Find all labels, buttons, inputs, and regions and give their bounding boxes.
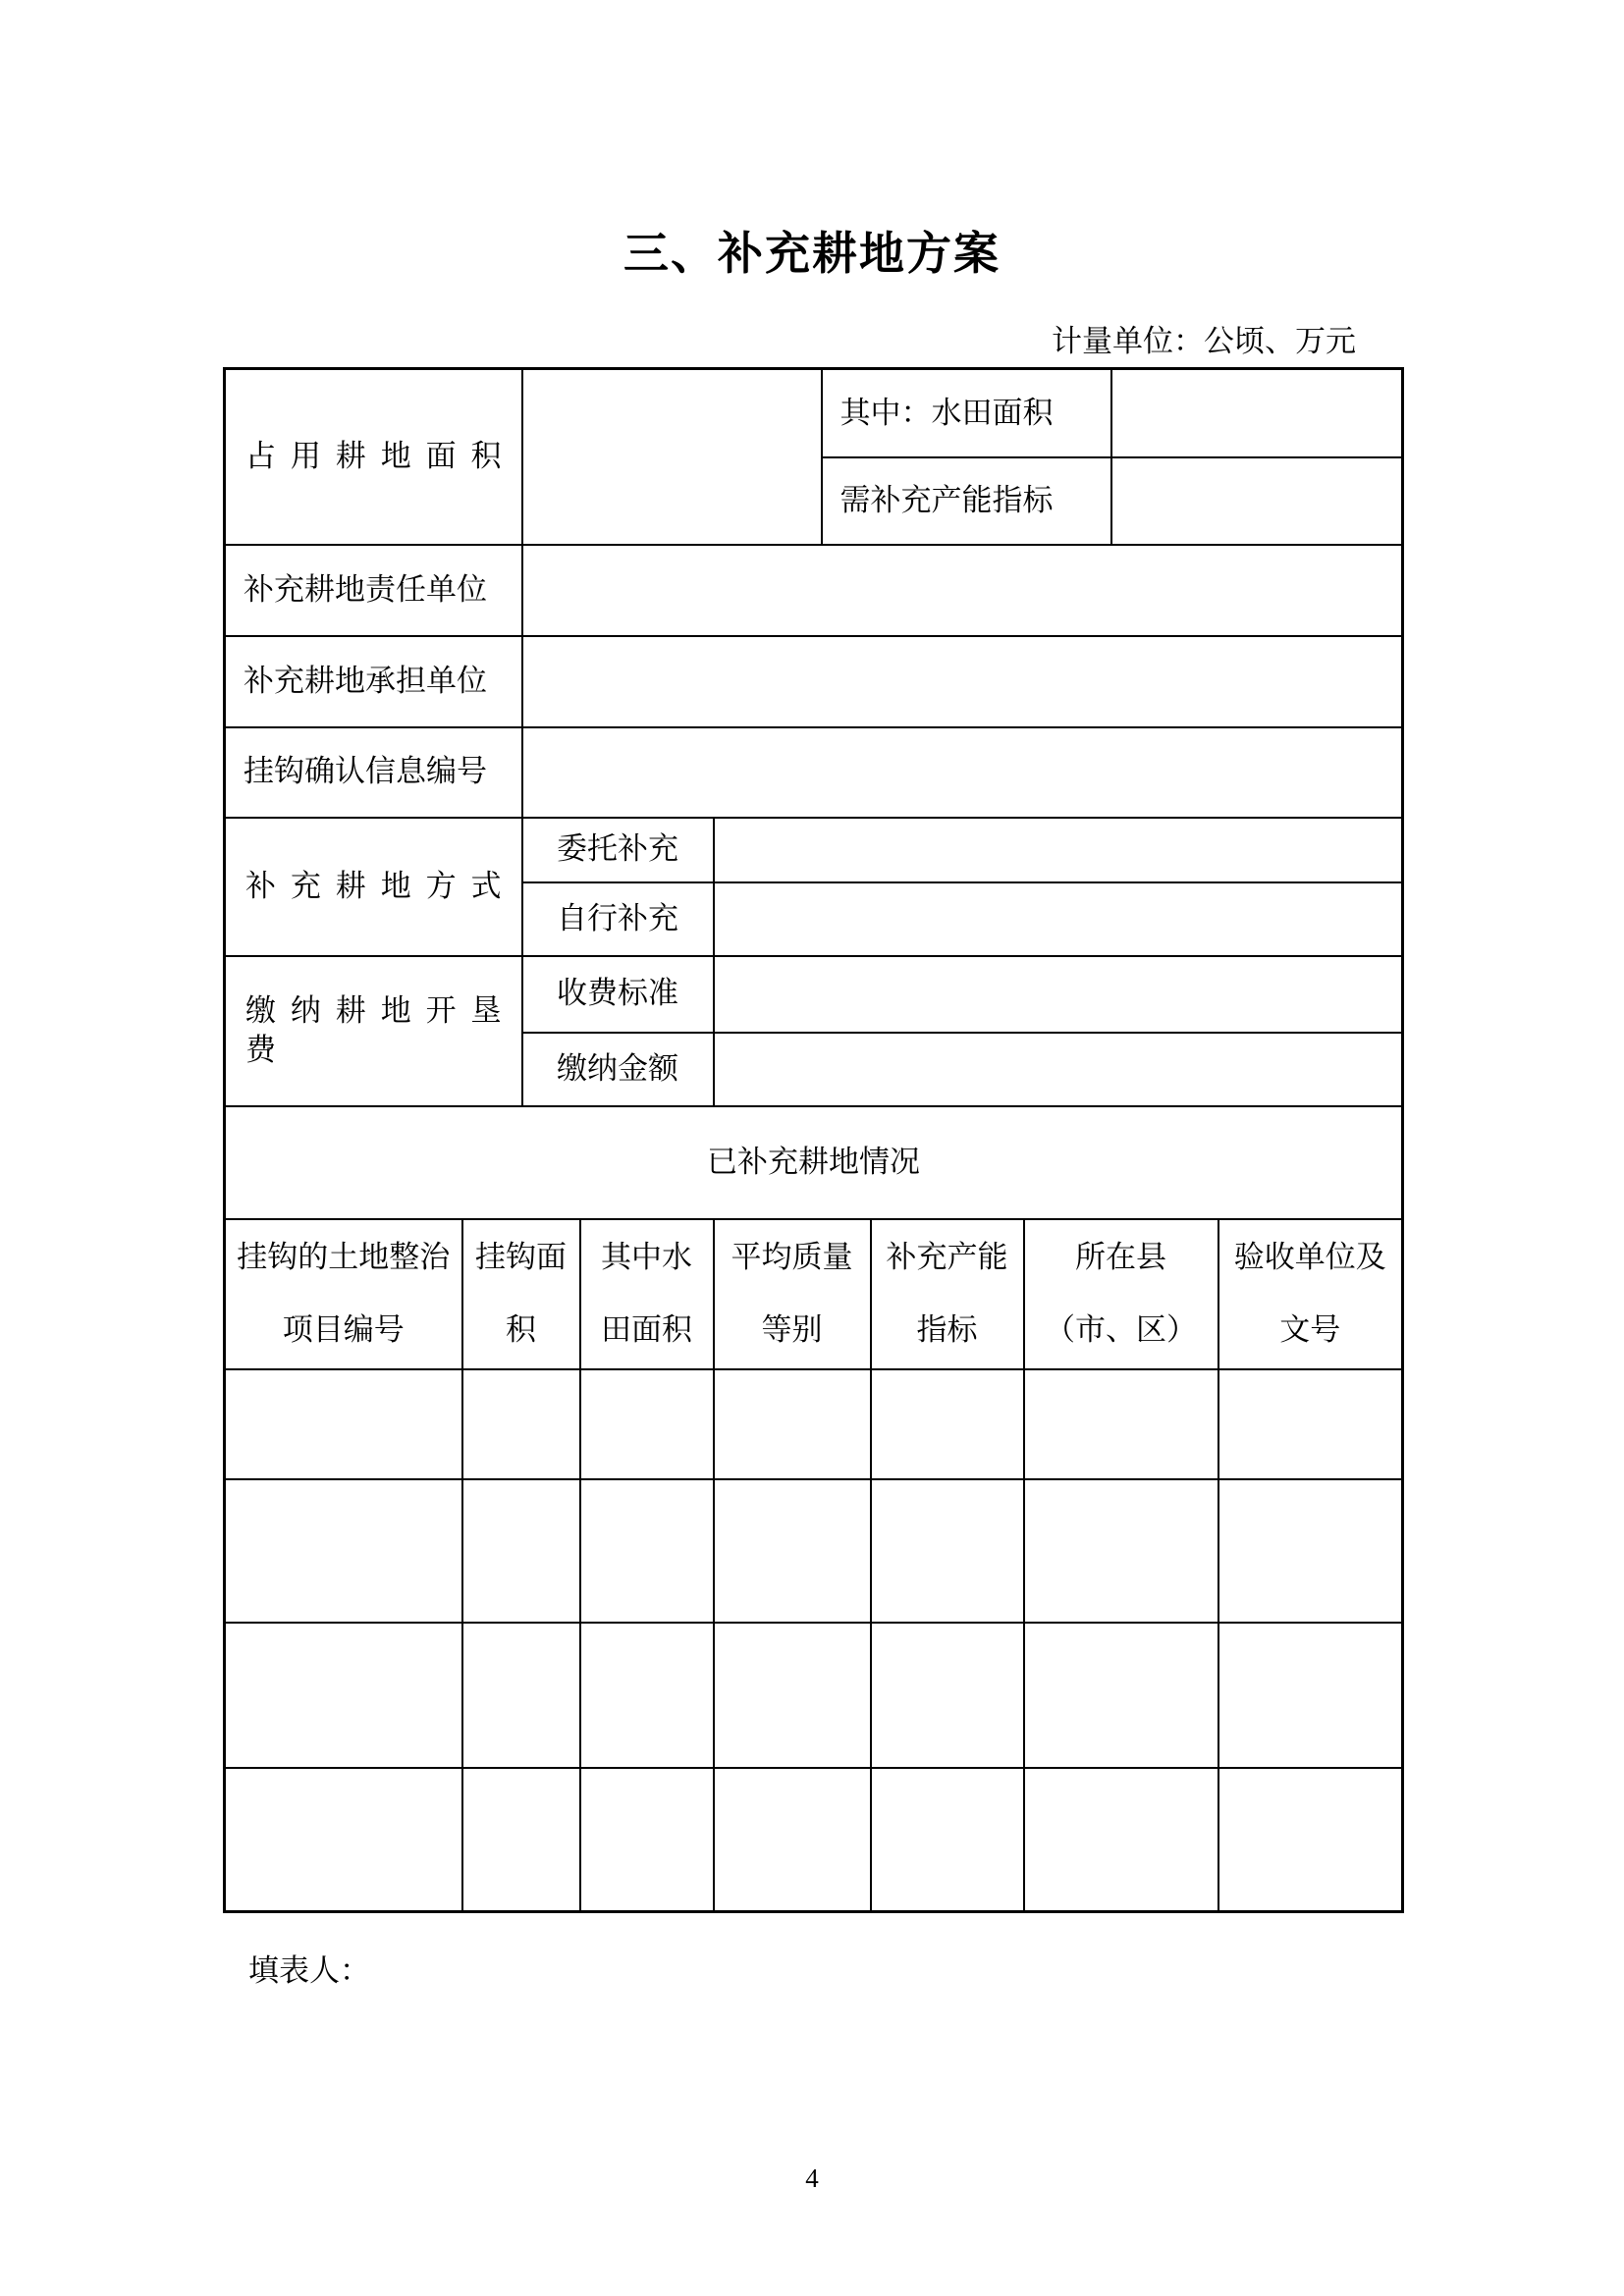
empty-cell — [714, 1479, 871, 1623]
empty-data-row — [225, 1369, 1403, 1479]
fee-standard-value-cell — [714, 956, 1403, 1033]
supplemented-land-section-header: 已补充耕地情况 — [225, 1106, 1403, 1219]
form-filler-label: 填表人： — [248, 1953, 370, 1988]
empty-cell — [580, 1768, 714, 1912]
empty-data-row — [225, 1623, 1403, 1768]
entrusted-supplement-value-cell — [714, 818, 1403, 882]
empty-cell — [580, 1479, 714, 1623]
capacity-index-value-cell — [1111, 457, 1403, 545]
fee-standard-label: 收费标准 — [522, 956, 714, 1033]
empty-cell — [714, 1768, 871, 1912]
confirmation-number-label: 挂钩确认信息编号 — [225, 727, 522, 818]
supplement-method-label: 补 充 耕 地 方 式 — [225, 818, 522, 956]
responsible-unit-value-cell — [522, 545, 1403, 636]
empty-cell — [225, 1623, 462, 1768]
undertaking-unit-value-cell — [522, 636, 1403, 727]
column-header-linked-area: 挂钩面 积 — [462, 1219, 580, 1369]
empty-cell — [462, 1369, 580, 1479]
empty-cell — [225, 1479, 462, 1623]
empty-cell — [225, 1369, 462, 1479]
empty-cell — [462, 1479, 580, 1623]
column-header-acceptance-unit: 验收单位及 文号 — [1218, 1219, 1403, 1369]
empty-cell — [1218, 1768, 1403, 1912]
occupied-land-value-cell — [522, 369, 822, 545]
empty-cell — [225, 1768, 462, 1912]
column-header-county: 所在县 （市、区） — [1024, 1219, 1218, 1369]
empty-data-row — [225, 1479, 1403, 1623]
form-table — [223, 367, 1404, 1913]
payment-amount-value-cell — [714, 1033, 1403, 1106]
empty-cell — [871, 1623, 1024, 1768]
empty-cell — [1218, 1479, 1403, 1623]
payment-amount-label: 缴纳金额 — [522, 1033, 714, 1106]
column-header-capacity-index: 补充产能 指标 — [871, 1219, 1024, 1369]
empty-cell — [871, 1369, 1024, 1479]
empty-cell — [714, 1623, 871, 1768]
undertaking-unit-label: 补充耕地承担单位 — [225, 636, 522, 727]
paddy-field-value-cell — [1111, 369, 1403, 457]
empty-cell — [1218, 1369, 1403, 1479]
column-header-paddy-area: 其中水 田面积 — [580, 1219, 714, 1369]
reclamation-fee-label: 缴 纳 耕 地 开 垦 费 — [225, 956, 522, 1106]
column-header-row — [225, 1219, 1403, 1369]
self-supplement-label: 自行补充 — [522, 882, 714, 956]
page-number: 4 — [805, 2163, 819, 2193]
measurement-unit-note: 计量单位：公顷、万元 — [1052, 324, 1356, 358]
empty-cell — [1024, 1623, 1218, 1768]
table-row — [225, 636, 1403, 727]
responsible-unit-label: 补充耕地责任单位 — [225, 545, 522, 636]
empty-cell — [1024, 1369, 1218, 1479]
column-header-project-number: 挂钩的土地整治 项目编号 — [225, 1219, 462, 1369]
self-supplement-value-cell — [714, 882, 1403, 956]
empty-cell — [871, 1768, 1024, 1912]
empty-data-row — [225, 1768, 1403, 1912]
empty-cell — [462, 1768, 580, 1912]
paddy-field-label: 其中：水田面积 — [822, 369, 1111, 457]
empty-cell — [580, 1369, 714, 1479]
empty-cell — [1024, 1768, 1218, 1912]
confirmation-number-value-cell — [522, 727, 1403, 818]
empty-cell — [580, 1623, 714, 1768]
empty-cell — [462, 1623, 580, 1768]
empty-cell — [1218, 1623, 1403, 1768]
table-row — [225, 545, 1403, 636]
page-title: 三、补充耕地方案 — [623, 228, 1001, 279]
table-row — [225, 727, 1403, 818]
empty-cell — [714, 1369, 871, 1479]
entrusted-supplement-label: 委托补充 — [522, 818, 714, 882]
empty-cell — [871, 1479, 1024, 1623]
capacity-index-label: 需补充产能指标 — [822, 457, 1111, 545]
column-header-quality-grade: 平均质量 等别 — [714, 1219, 871, 1369]
empty-cell — [1024, 1479, 1218, 1623]
occupied-land-label: 占 用 耕 地 面 积 — [225, 369, 522, 545]
